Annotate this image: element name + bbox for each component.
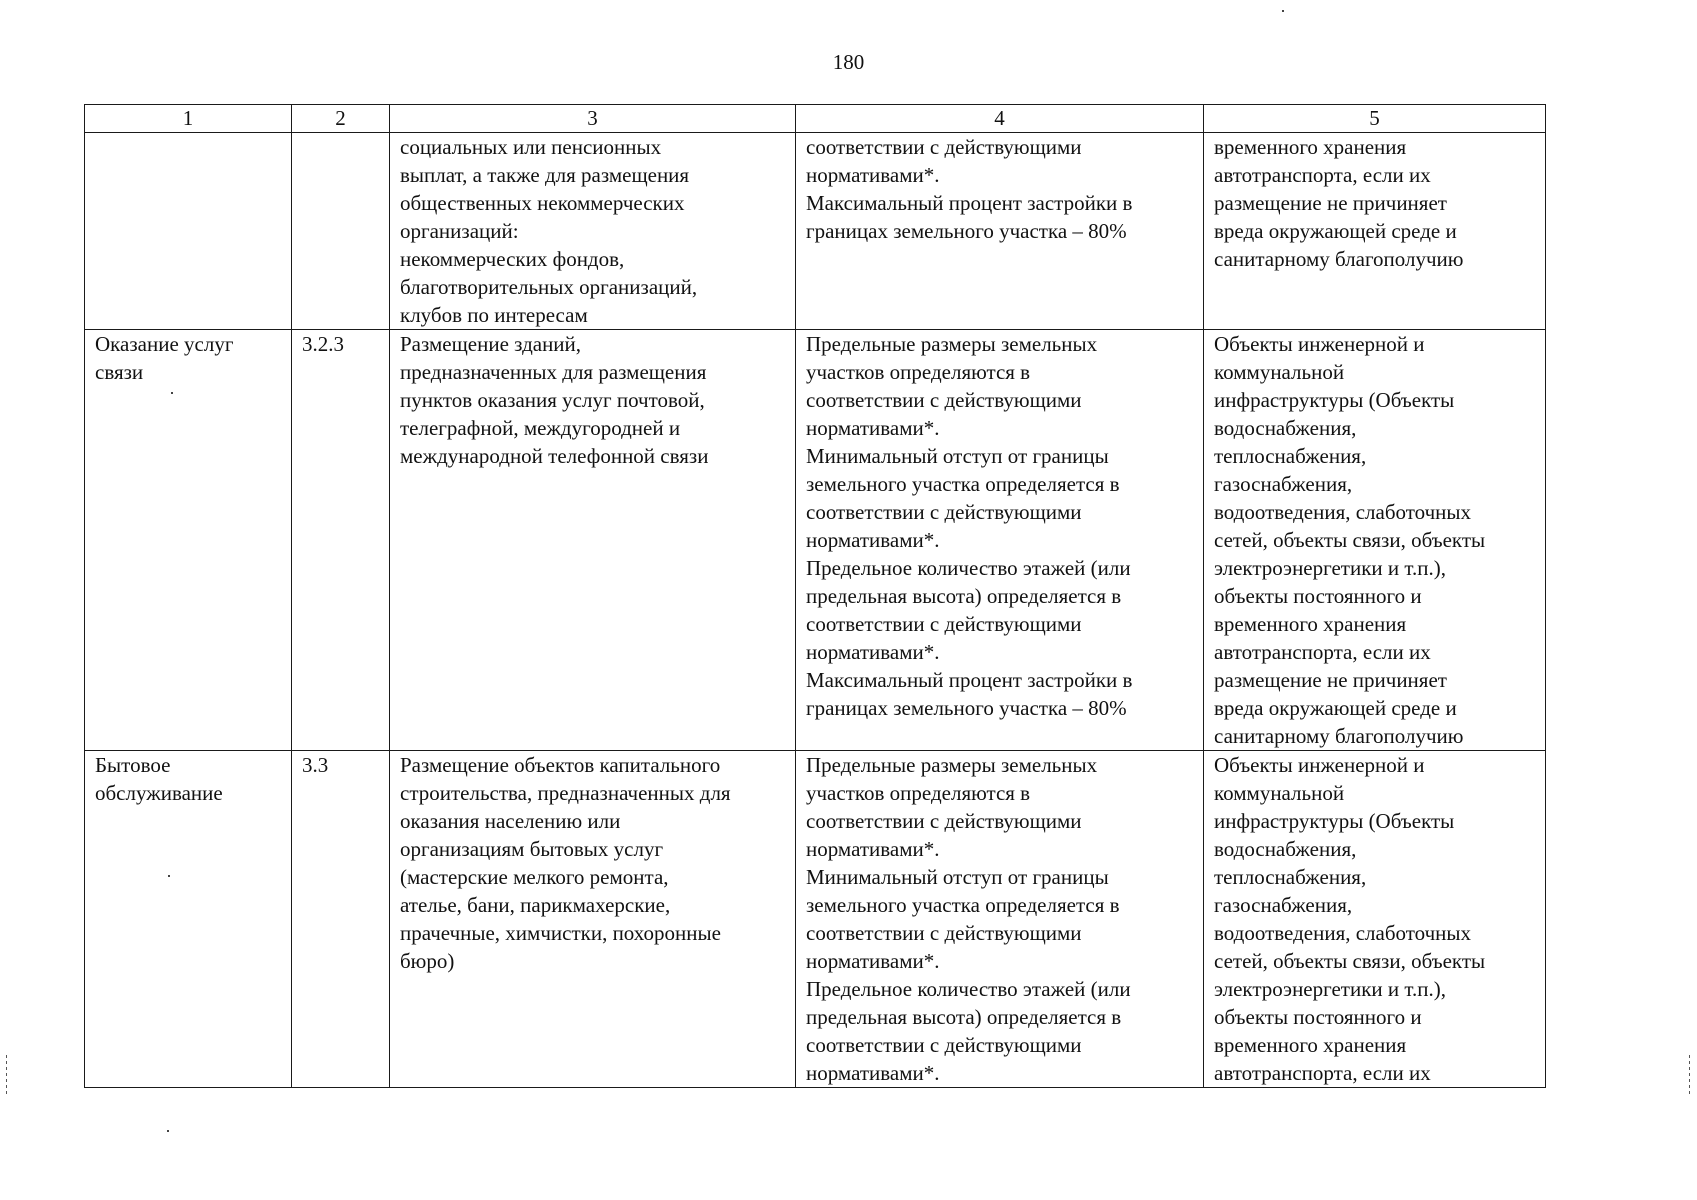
column-header-3: 3 <box>390 105 796 133</box>
code-cell: 3.3 <box>292 751 390 1088</box>
text-line: участков определяются в <box>806 781 1031 805</box>
text-line: временного хранения <box>1214 1033 1407 1057</box>
text-line: пунктов оказания услуг почтовой, <box>400 388 705 412</box>
text-line: обслуживание <box>95 781 223 805</box>
text-line: автотранспорта, если их <box>1214 1061 1431 1085</box>
auxiliary-uses-cell <box>1204 330 1546 751</box>
text-line: благотворительных организаций, <box>400 275 698 299</box>
text-line: водоснабжения, <box>1214 837 1357 861</box>
text-line: соответствии с действующими <box>806 135 1082 159</box>
use-name-cell <box>85 133 292 330</box>
text-line: Размещение зданий, <box>400 332 582 356</box>
text-line: участков определяются в <box>806 360 1031 384</box>
scan-edge-mark <box>1689 1055 1690 1095</box>
text-line: нормативами*. <box>806 837 940 861</box>
description-cell <box>390 751 796 1088</box>
text-line: границах земельного участка – 80% <box>806 219 1127 243</box>
text-line: предельная высота) определяется в <box>806 584 1122 608</box>
text-line: Предельное количество этажей (или <box>806 556 1131 580</box>
parameters-cell <box>796 330 1204 751</box>
auxiliary-uses-cell <box>1204 751 1546 1088</box>
table-header-row <box>85 105 1546 133</box>
description-cell <box>390 330 796 751</box>
text-line: электроэнергетики и т.п.), <box>1214 556 1446 580</box>
text-line: выплат, а также для размещения <box>400 163 690 187</box>
text-line: соответствии с действующими <box>806 1033 1082 1057</box>
text-line: социальных или пенсионных <box>400 135 662 159</box>
text-line: международной телефонной связи <box>400 444 709 468</box>
text-line: размещение не причиняет <box>1214 191 1447 215</box>
text-line: соответствии с действующими <box>806 809 1082 833</box>
table-row <box>85 330 1546 751</box>
code-cell <box>292 133 390 330</box>
text-line: соответствии с действующими <box>806 388 1082 412</box>
table-row <box>85 751 1546 1088</box>
text-line: земельного участка определяется в <box>806 893 1120 917</box>
text-line: некоммерческих фондов, <box>400 247 625 271</box>
text-line: вреда окружающей среде и <box>1214 696 1457 720</box>
text-line: Минимальный отступ от границы <box>806 865 1109 889</box>
text-line: общественных некоммерческих <box>400 191 685 215</box>
text-line: Бытовое <box>95 753 171 777</box>
parameters-cell <box>796 133 1204 330</box>
text-line: Максимальный процент застройки в <box>806 191 1133 215</box>
text-line: сетей, объекты связи, объекты <box>1214 528 1486 552</box>
column-header-4: 4 <box>796 105 1204 133</box>
text-line: объекты постоянного и <box>1214 1005 1422 1029</box>
text-line: газоснабжения, <box>1214 472 1353 496</box>
text-line: прачечные, химчистки, похоронные <box>400 921 721 945</box>
text-line: временного хранения <box>1214 612 1407 636</box>
text-line: нормативами*. <box>806 163 940 187</box>
text-line: объекты постоянного и <box>1214 584 1422 608</box>
table-row <box>85 133 1546 330</box>
code-cell: 3.2.3 <box>292 330 390 751</box>
column-header-2: 2 <box>292 105 390 133</box>
text-line: газоснабжения, <box>1214 893 1353 917</box>
land-use-table <box>84 104 1546 1088</box>
use-name-cell <box>85 330 292 751</box>
use-name-cell <box>85 751 292 1088</box>
text-line: размещение не причиняет <box>1214 668 1447 692</box>
text-line: (мастерские мелкого ремонта, <box>400 865 669 889</box>
text-line: оказания населению или <box>400 809 621 833</box>
text-line: Максимальный процент застройки в <box>806 668 1133 692</box>
text-line: инфраструктуры (Объекты <box>1214 809 1455 833</box>
text-line: санитарному благополучию <box>1214 724 1464 748</box>
text-line: Размещение объектов капитального <box>400 753 721 777</box>
text-line: нормативами*. <box>806 528 940 552</box>
text-line: Предельные размеры земельных <box>806 332 1098 356</box>
text-line: нормативами*. <box>806 640 940 664</box>
auxiliary-uses-cell <box>1204 133 1546 330</box>
page-number: 180 <box>832 50 865 74</box>
text-line: водоснабжения, <box>1214 416 1357 440</box>
text-line: сетей, объекты связи, объекты <box>1214 949 1486 973</box>
text-line: нормативами*. <box>806 949 940 973</box>
text-line: строительства, предназначенных для <box>400 781 731 805</box>
text-line: предназначенных для размещения <box>400 360 707 384</box>
text-line: предельная высота) определяется в <box>806 1005 1122 1029</box>
text-line: водоотведения, слаботочных <box>1214 921 1472 945</box>
text-line: клубов по интересам <box>400 303 588 327</box>
text-line: соответствии с действующими <box>806 921 1082 945</box>
text-line: водоотведения, слаботочных <box>1214 500 1472 524</box>
text-line: Объекты инженерной и <box>1214 332 1425 356</box>
text-line: временного хранения <box>1214 135 1407 159</box>
scan-speck <box>171 392 173 394</box>
text-line: теплоснабжения, <box>1214 865 1367 889</box>
text-line: земельного участка определяется в <box>806 472 1120 496</box>
column-header-5: 5 <box>1204 105 1546 133</box>
text-line: вреда окружающей среде и <box>1214 219 1457 243</box>
text-line: соответствии с действующими <box>806 500 1082 524</box>
scan-edge-mark <box>6 1055 7 1095</box>
column-header-1: 1 <box>85 105 292 133</box>
text-line: электроэнергетики и т.п.), <box>1214 977 1446 1001</box>
text-line: Минимальный отступ от границы <box>806 444 1109 468</box>
text-line: Предельное количество этажей (или <box>806 977 1131 1001</box>
text-line: коммунальной <box>1214 781 1345 805</box>
text-line: автотранспорта, если их <box>1214 163 1431 187</box>
text-line: соответствии с действующими <box>806 612 1082 636</box>
text-line: телеграфной, междугородней и <box>400 416 681 440</box>
text-line: теплоснабжения, <box>1214 444 1367 468</box>
text-line: нормативами*. <box>806 416 940 440</box>
text-line: санитарному благополучию <box>1214 247 1464 271</box>
description-cell <box>390 133 796 330</box>
scan-speck <box>168 875 170 877</box>
scan-speck <box>1282 10 1284 12</box>
text-line: организациям бытовых услуг <box>400 837 664 861</box>
text-line: бюро) <box>400 949 455 973</box>
text-line: связи <box>95 360 144 384</box>
text-line: нормативами*. <box>806 1061 940 1085</box>
text-line: коммунальной <box>1214 360 1345 384</box>
text-line: границах земельного участка – 80% <box>806 696 1127 720</box>
text-line: Предельные размеры земельных <box>806 753 1098 777</box>
text-line: организаций: <box>400 219 519 243</box>
text-line: Объекты инженерной и <box>1214 753 1425 777</box>
text-line: инфраструктуры (Объекты <box>1214 388 1455 412</box>
parameters-cell <box>796 751 1204 1088</box>
scan-speck <box>167 1130 169 1132</box>
text-line: ателье, бани, парикмахерские, <box>400 893 671 917</box>
text-line: Оказание услуг <box>95 332 234 356</box>
text-line: автотранспорта, если их <box>1214 640 1431 664</box>
